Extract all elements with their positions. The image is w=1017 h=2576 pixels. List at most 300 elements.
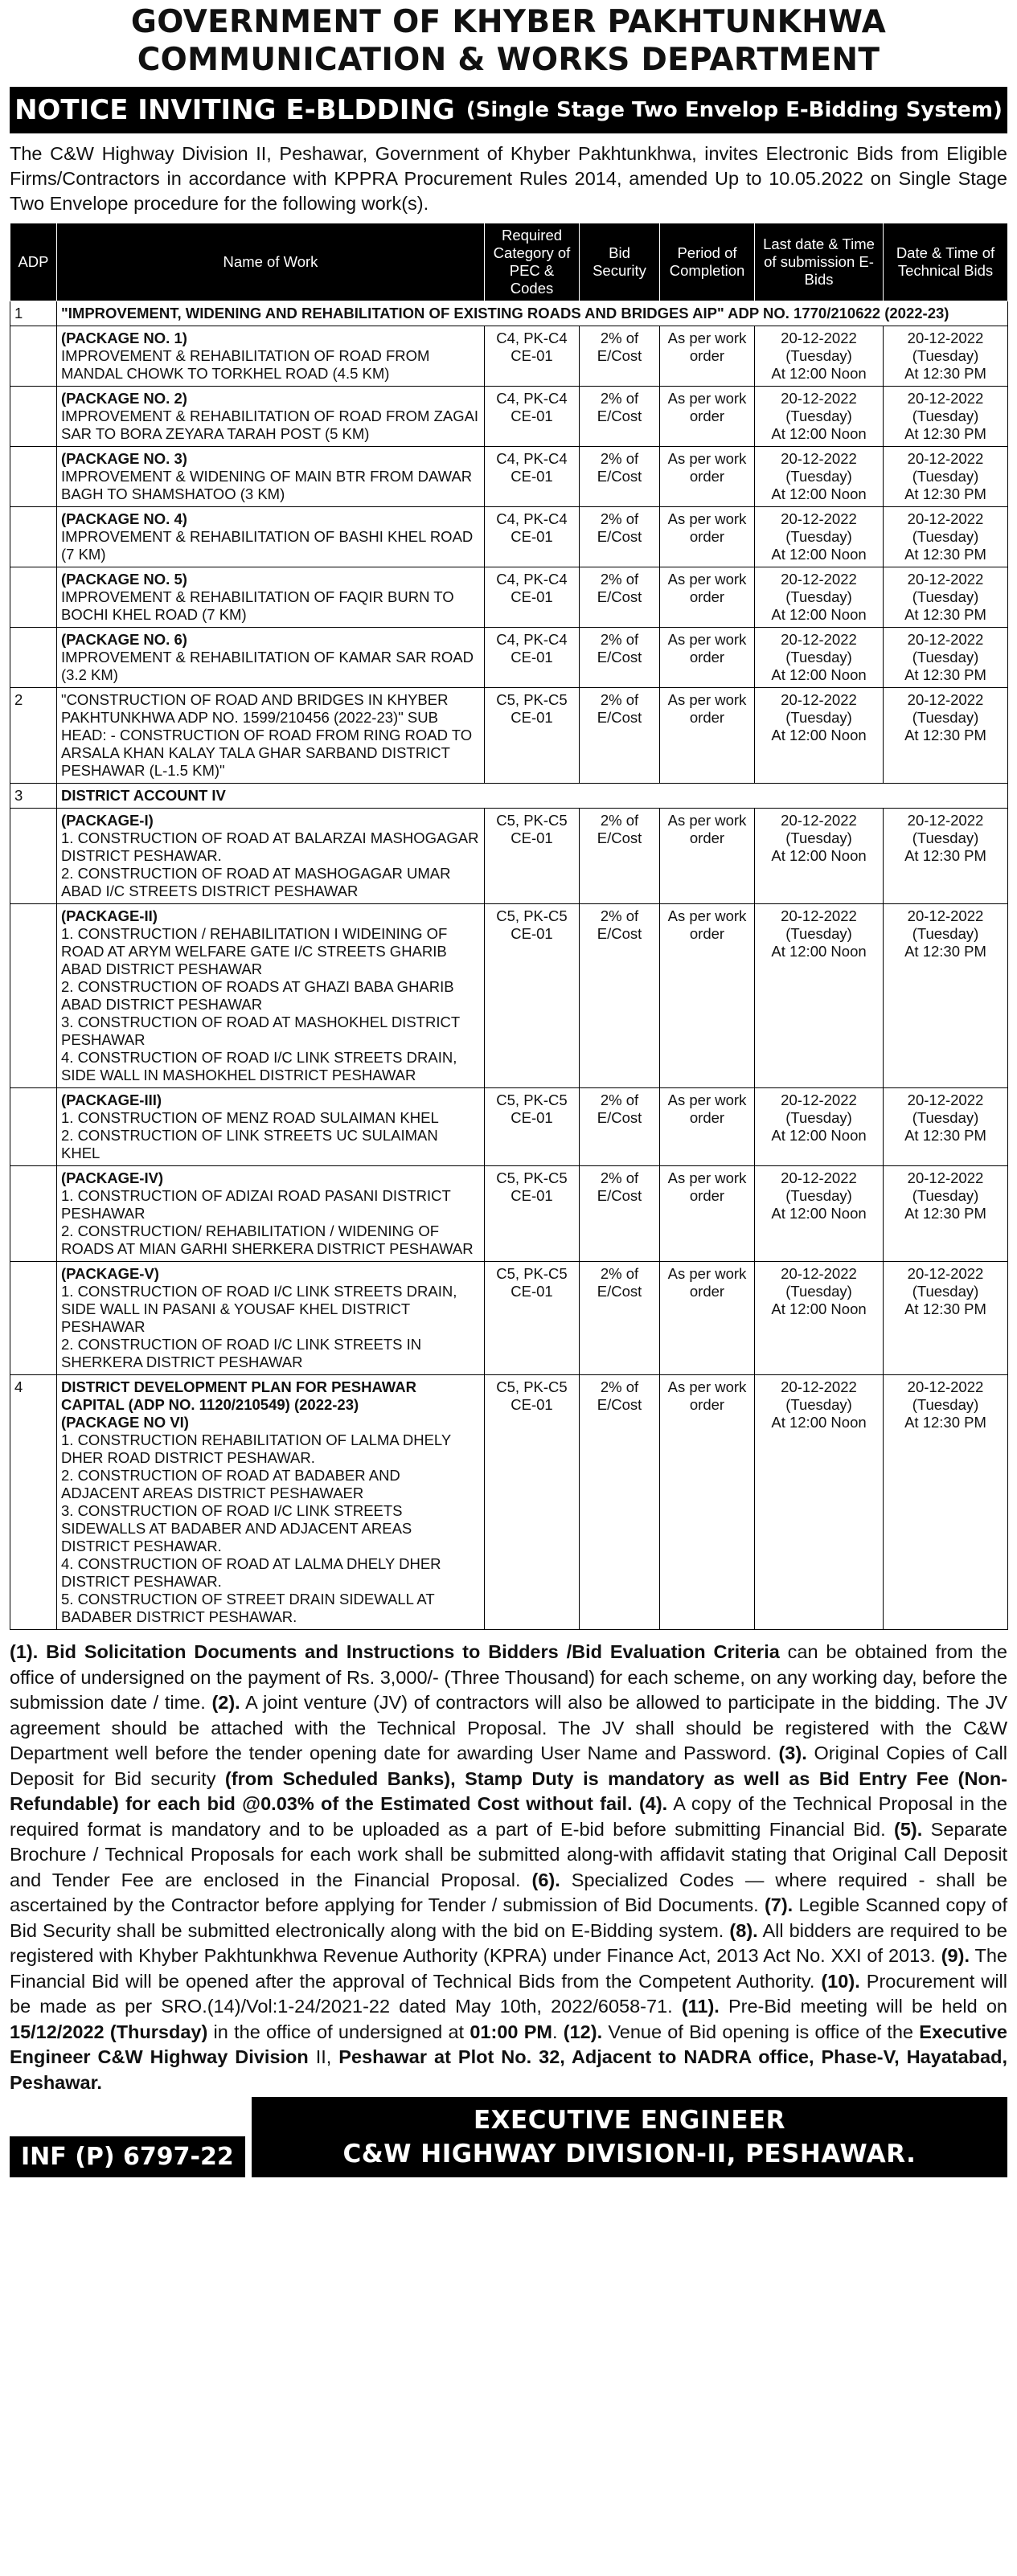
banner-sub: (Single Stage Two Envelop E-Bidding System) xyxy=(465,98,1003,122)
technical-bid-cell-line: At 12:30 PM xyxy=(904,485,986,502)
last-date-cell-line: At 12:00 Noon xyxy=(771,546,867,563)
technical-bid-cell-line: At 12:30 PM xyxy=(904,727,986,743)
header-bid-security: Bid Security xyxy=(580,223,660,301)
technical-bid-cell xyxy=(884,567,1008,628)
section-number: 1 xyxy=(10,301,57,326)
technical-bid-cell-line: At 12:30 PM xyxy=(904,1127,986,1144)
adp-cell xyxy=(10,326,57,387)
pec-cell-line: C5, PK-C5 xyxy=(496,1378,568,1395)
last-date-cell xyxy=(755,1262,884,1375)
technical-bid-cell xyxy=(884,387,1008,447)
pec-cell-line: CE-01 xyxy=(511,1396,553,1413)
term-12a: Venue of Bid opening is office of the xyxy=(602,2021,920,2042)
work-name-cell xyxy=(57,507,485,567)
pec-cell-line: CE-01 xyxy=(511,1283,553,1300)
work-name-cell-line: 2. CONSTRUCTION OF ROAD I/C LINK STREETS IN SHERKERA DISTRICT PESHAWAR xyxy=(61,1336,422,1370)
pec-cell-line: CE-01 xyxy=(511,1109,553,1126)
term-5-number: (5). xyxy=(894,1818,923,1840)
period-cell-line: order xyxy=(689,1187,725,1204)
term-3: Original Copies of Call Deposit for Bid security xyxy=(10,1743,1007,1789)
period-cell-line: order xyxy=(689,528,725,545)
pec-cell xyxy=(485,628,580,688)
signature-office: C&W HIGHWAY DIVISION-II, PESHAWAR. xyxy=(342,2140,917,2169)
term-5: Separate Brochure / Technical Proposals for each work shall be submitted along-with affidavit stating that Original Call Deposit and Tender Fee are enclosed in the Financial Proposal. xyxy=(10,1818,1008,1890)
last-date-cell-line: 20-12-2022 xyxy=(781,1378,857,1395)
work-name-cell-line: DISTRICT DEVELOPMENT PLAN FOR PESHAWAR CAPITAL (ADP NO. 1120/210549) (2022-23) xyxy=(61,1378,416,1413)
last-date-cell-line: At 12:00 Noon xyxy=(771,425,867,442)
pec-cell xyxy=(485,567,580,628)
technical-bid-cell-line: 20-12-2022 xyxy=(907,691,984,708)
work-name-cell-line: "CONSTRUCTION OF ROAD AND BRIDGES IN KHYBER PAKHTUNKHWA ADP NO. 1599/210456 (2022-23)" SUB HEAD: - CONSTRUCTION OF ROAD FROM RING ROAD TO ARSALA KHAN KALAY TALA GHAR SARBAND DISTRICT PESHAWAR (L-1.5 KM)" xyxy=(61,691,473,779)
last-date-cell-line: (Tuesday) xyxy=(785,347,852,364)
term-1: can be obtained from the office of undersigned on the payment of Rs. 3,000/- (Three Thousand) for each scheme, on any working day, before the submission date / time. xyxy=(10,1641,1008,1713)
technical-bid-cell-line: (Tuesday) xyxy=(912,1283,979,1300)
adp-cell xyxy=(10,904,57,1088)
section-row-1 xyxy=(10,301,1008,326)
bid-security-cell-line: E/Cost xyxy=(597,709,642,726)
table-body xyxy=(10,301,1008,1630)
header-pec-codes: Required Category of PEC & Codes xyxy=(485,223,580,301)
technical-bid-cell-line: At 12:30 PM xyxy=(904,1300,986,1317)
work-name-cell xyxy=(57,628,485,688)
period-cell xyxy=(660,1166,755,1262)
technical-bid-cell-line: (Tuesday) xyxy=(912,468,979,485)
technical-bid-cell-line: 20-12-2022 xyxy=(907,390,984,407)
term-11a: Pre-Bid meeting will be held on xyxy=(719,1996,1007,2017)
period-cell-line: As per work xyxy=(667,631,747,648)
period-cell xyxy=(660,567,755,628)
technical-bid-cell xyxy=(884,1262,1008,1375)
technical-bid-cell-line: At 12:30 PM xyxy=(904,666,986,683)
adp-cell xyxy=(10,1262,57,1375)
pec-cell-line: C4, PK-C4 xyxy=(496,390,568,407)
work-name-cell-line: (PACKAGE NO VI) xyxy=(61,1414,189,1431)
work-name-cell-line: 2. CONSTRUCTION OF ROAD AT BADABER AND ADJACENT AREAS DISTRICT PESHAWAER xyxy=(61,1467,400,1501)
term-11e: . xyxy=(552,2021,564,2042)
table-row xyxy=(10,1375,1008,1630)
technical-bid-cell xyxy=(884,1088,1008,1166)
work-name-cell xyxy=(57,326,485,387)
work-name-cell xyxy=(57,1262,485,1375)
pec-cell-line: C4, PK-C4 xyxy=(496,571,568,588)
bid-security-cell xyxy=(580,1166,660,1262)
period-cell-line: order xyxy=(689,649,725,666)
bid-security-cell xyxy=(580,387,660,447)
bid-security-cell-line: 2% of xyxy=(600,907,639,924)
work-name-cell xyxy=(57,387,485,447)
bid-security-cell-line: E/Cost xyxy=(597,1396,642,1413)
last-date-cell-line: (Tuesday) xyxy=(785,1396,852,1413)
adp-cell xyxy=(10,567,57,628)
work-name-cell xyxy=(57,1088,485,1166)
work-name-cell-line: IMPROVEMENT & REHABILITATION OF ROAD FROM ZAGAI SAR TO BORA ZEYARA TARAH POST (5 KM) xyxy=(61,407,479,442)
pec-cell xyxy=(485,809,580,904)
work-name-cell-line: 1. CONSTRUCTION REHABILITATION OF LALMA DHELY DHER ROAD DISTRICT PESHAWAR. xyxy=(61,1431,451,1466)
work-name-cell-line: (PACKAGE NO. 6) xyxy=(61,631,187,648)
bid-security-cell-line: 2% of xyxy=(600,510,639,527)
pec-cell-line: CE-01 xyxy=(511,407,553,424)
term-12-address: Peshawar at Plot No. 32, Adjacent to NADRA office, Phase-V, Hayatabad, Peshawar. xyxy=(10,2046,1007,2093)
period-cell-line: order xyxy=(689,829,725,846)
last-date-cell xyxy=(755,567,884,628)
pec-cell-line: CE-01 xyxy=(511,528,553,545)
work-name-cell-line: 2. CONSTRUCTION OF ROAD AT MASHOGAGAR UMAR ABAD I/C STREETS DISTRICT PESHAWAR xyxy=(61,865,451,899)
technical-bid-cell-line: (Tuesday) xyxy=(912,407,979,424)
work-name-cell-line: 1. CONSTRUCTION OF ROAD AT BALARZAI MASHOGAGAR DISTRICT PESHAWAR. xyxy=(61,829,479,864)
last-date-cell-line: (Tuesday) xyxy=(785,829,852,846)
bid-security-cell xyxy=(580,1088,660,1166)
pec-cell-line: C5, PK-C5 xyxy=(496,1091,568,1108)
pec-cell-line: C5, PK-C5 xyxy=(496,812,568,829)
period-cell-line: As per work xyxy=(667,571,747,588)
pec-cell-line: CE-01 xyxy=(511,347,553,364)
work-name-cell-line: 1. CONSTRUCTION OF MENZ ROAD SULAIMAN KHEL xyxy=(61,1109,439,1126)
last-date-cell-line: 20-12-2022 xyxy=(781,812,857,829)
technical-bid-cell-line: 20-12-2022 xyxy=(907,510,984,527)
work-name-cell-line: (PACKAGE NO. 1) xyxy=(61,330,187,346)
adp-cell xyxy=(10,507,57,567)
inf-number: INF (P) 6797-22 xyxy=(10,2136,245,2177)
last-date-cell xyxy=(755,809,884,904)
pec-cell-line: C4, PK-C4 xyxy=(496,450,568,467)
pec-cell xyxy=(485,326,580,387)
period-cell-line: order xyxy=(689,407,725,424)
period-cell-line: order xyxy=(689,1396,725,1413)
work-name-cell-line: 4. CONSTRUCTION OF ROAD I/C LINK STREETS DRAIN, SIDE WALL IN MASHOKHEL DISTRICT PESHAWAR xyxy=(61,1049,457,1083)
header xyxy=(10,3,1007,79)
period-cell xyxy=(660,904,755,1088)
term-12-office: Executive Engineer C&W Highway Division xyxy=(10,2021,1007,2067)
bid-security-cell xyxy=(580,1375,660,1630)
last-date-cell-line: (Tuesday) xyxy=(785,1283,852,1300)
last-date-cell-line: (Tuesday) xyxy=(785,649,852,666)
bid-security-cell-line: E/Cost xyxy=(597,1187,642,1204)
work-name-cell-line: IMPROVEMENT & WIDENING OF MAIN BTR FROM DAWAR BAGH TO SHAMSHATOO (3 KM) xyxy=(61,468,473,502)
pec-cell-line: CE-01 xyxy=(511,925,553,942)
technical-bid-cell-line: 20-12-2022 xyxy=(907,330,984,346)
work-name-cell xyxy=(57,809,485,904)
last-date-cell-line: (Tuesday) xyxy=(785,925,852,942)
period-cell-line: order xyxy=(689,709,725,726)
work-name-cell-line: (PACKAGE NO. 3) xyxy=(61,450,187,467)
work-name-cell-line: (PACKAGE NO. 2) xyxy=(61,390,187,407)
technical-bid-cell xyxy=(884,1166,1008,1262)
technical-bid-cell-line: (Tuesday) xyxy=(912,709,979,726)
last-date-cell-line: At 12:00 Noon xyxy=(771,847,867,864)
bid-security-cell xyxy=(580,628,660,688)
pec-cell-line: CE-01 xyxy=(511,709,553,726)
pec-cell-line: CE-01 xyxy=(511,829,553,846)
pre-bid-time: 01:00 PM xyxy=(470,2021,552,2042)
bid-security-cell-line: E/Cost xyxy=(597,468,642,485)
period-cell-line: As per work xyxy=(667,510,747,527)
work-name-cell-line: 2. CONSTRUCTION OF ROADS AT GHAZI BABA GHARIB ABAD DISTRICT PESHAWAR xyxy=(61,978,454,1013)
table-row xyxy=(10,809,1008,904)
technical-bid-cell-line: 20-12-2022 xyxy=(907,1378,984,1395)
technical-bid-cell-line: (Tuesday) xyxy=(912,347,979,364)
last-date-cell-line: (Tuesday) xyxy=(785,588,852,605)
last-date-cell-line: At 12:00 Noon xyxy=(771,1300,867,1317)
period-cell xyxy=(660,688,755,784)
last-date-cell-line: 20-12-2022 xyxy=(781,450,857,467)
last-date-cell-line: At 12:00 Noon xyxy=(771,1414,867,1431)
period-cell xyxy=(660,326,755,387)
period-cell-line: order xyxy=(689,347,725,364)
bid-security-cell-line: E/Cost xyxy=(597,1283,642,1300)
last-date-cell-line: At 12:00 Noon xyxy=(771,943,867,960)
header-last-date: Last date & Time of submission E-Bids xyxy=(755,223,884,301)
work-name-cell xyxy=(57,688,485,784)
work-name-cell xyxy=(57,1166,485,1262)
technical-bid-cell xyxy=(884,1375,1008,1630)
term-6: Specialized Codes — where required - shall be ascertained by the Contractor before applying for Tender / submission of Bid Documents. xyxy=(10,1869,1007,1915)
technical-bid-cell-line: (Tuesday) xyxy=(912,1187,979,1204)
technical-bid-cell xyxy=(884,447,1008,507)
work-name-cell xyxy=(57,904,485,1088)
period-cell-line: As per work xyxy=(667,1378,747,1395)
signature-block xyxy=(252,2097,1007,2177)
last-date-cell-line: At 12:00 Noon xyxy=(771,485,867,502)
notice-banner xyxy=(10,87,1007,133)
section-title: DISTRICT ACCOUNT IV xyxy=(57,784,1008,809)
bid-security-cell-line: E/Cost xyxy=(597,925,642,942)
bid-security-cell-line: E/Cost xyxy=(597,407,642,424)
technical-bid-cell-line: At 12:30 PM xyxy=(904,1205,986,1222)
term-4: A copy of the Technical Proposal in the required format is mandatory and to be uploaded as a part of E-bid before submitting Financial Bid. xyxy=(10,1793,1007,1840)
period-cell xyxy=(660,447,755,507)
header-period: Period of Completion xyxy=(660,223,755,301)
last-date-cell-line: (Tuesday) xyxy=(785,468,852,485)
term-2-number: (2). xyxy=(211,1692,240,1713)
work-name-cell-line: 1. CONSTRUCTION / REHABILITATION I WIDEINING OF ROAD AT ARYM WELFARE GATE I/C STREETS GHARIB ABAD DISTRICT PESHAWAR xyxy=(61,925,448,977)
term-11-number: (11). xyxy=(681,1996,720,2017)
adp-cell: 4 xyxy=(10,1375,57,1630)
bid-security-cell-line: 2% of xyxy=(600,1091,639,1108)
work-name-cell-line: IMPROVEMENT & REHABILITATION OF BASHI KHEL ROAD (7 KM) xyxy=(61,528,474,563)
bid-security-cell-line: E/Cost xyxy=(597,588,642,605)
period-cell-line: As per work xyxy=(667,812,747,829)
pec-cell xyxy=(485,1166,580,1262)
technical-bid-cell-line: 20-12-2022 xyxy=(907,631,984,648)
work-name-cell xyxy=(57,1375,485,1630)
work-name-cell-line: 3. CONSTRUCTION OF ROAD I/C LINK STREETS SIDEWALLS AT BADABER AND ADJACENT AREAS DISTRICT PESHAWAR. xyxy=(61,1502,412,1554)
bid-security-cell xyxy=(580,507,660,567)
last-date-cell-line: 20-12-2022 xyxy=(781,1265,857,1282)
technical-bid-cell-line: (Tuesday) xyxy=(912,649,979,666)
section-title: "IMPROVEMENT, WIDENING AND REHABILITATION OF EXISTING ROADS AND BRIDGES AIP" ADP NO. 1770/210622 (2022-23) xyxy=(57,301,1008,326)
period-cell-line: order xyxy=(689,588,725,605)
technical-bid-cell-line: (Tuesday) xyxy=(912,588,979,605)
last-date-cell-line: 20-12-2022 xyxy=(781,1091,857,1108)
term-7: Legible Scanned copy of Bid Security shall be submitted electronically along with the bid on E-Bidding system. xyxy=(10,1894,1007,1941)
bid-security-cell-line: E/Cost xyxy=(597,649,642,666)
technical-bid-cell xyxy=(884,688,1008,784)
technical-bid-cell-line: (Tuesday) xyxy=(912,1396,979,1413)
table-row xyxy=(10,1262,1008,1375)
period-cell-line: order xyxy=(689,925,725,942)
period-cell-line: As per work xyxy=(667,907,747,924)
last-date-cell-line: (Tuesday) xyxy=(785,709,852,726)
table-row xyxy=(10,904,1008,1088)
period-cell-line: order xyxy=(689,1109,725,1126)
last-date-cell-line: At 12:00 Noon xyxy=(771,666,867,683)
table-row xyxy=(10,628,1008,688)
header-line-2: COMMUNICATION & WORKS DEPARTMENT xyxy=(137,42,880,78)
term-6-number: (6). xyxy=(531,1869,560,1890)
pec-cell-line: C4, PK-C4 xyxy=(496,631,568,648)
pec-cell-line: CE-01 xyxy=(511,1187,553,1204)
bid-security-cell-line: 2% of xyxy=(600,812,639,829)
term-12c: II, xyxy=(308,2046,339,2067)
last-date-cell-line: 20-12-2022 xyxy=(781,907,857,924)
technical-bid-cell-line: At 12:30 PM xyxy=(904,425,986,442)
period-cell-line: As per work xyxy=(667,1265,747,1282)
bid-security-cell-line: 2% of xyxy=(600,631,639,648)
table-row xyxy=(10,447,1008,507)
work-name-cell-line: (PACKAGE-II) xyxy=(61,907,158,924)
pec-cell xyxy=(485,1375,580,1630)
technical-bid-cell-line: 20-12-2022 xyxy=(907,907,984,924)
last-date-cell-line: (Tuesday) xyxy=(785,407,852,424)
work-name-cell-line: (PACKAGE-IV) xyxy=(61,1169,164,1186)
period-cell-line: order xyxy=(689,468,725,485)
term-8-number: (8). xyxy=(729,1919,758,1941)
technical-bid-cell-line: (Tuesday) xyxy=(912,829,979,846)
pec-cell-line: C5, PK-C5 xyxy=(496,1265,568,1282)
pec-cell xyxy=(485,1088,580,1166)
period-cell-line: As per work xyxy=(667,390,747,407)
period-cell xyxy=(660,809,755,904)
technical-bid-cell-line: (Tuesday) xyxy=(912,925,979,942)
last-date-cell-line: 20-12-2022 xyxy=(781,1169,857,1186)
adp-cell xyxy=(10,1088,57,1166)
work-name-cell-line: 1. CONSTRUCTION OF ADIZAI ROAD PASANI DISTRICT PESHAWAR xyxy=(61,1187,451,1222)
adp-cell xyxy=(10,628,57,688)
term-7-number: (7). xyxy=(764,1894,794,1915)
term-9: The Financial Bid will be opened after the approval of Technical Bids from the Competent Authority. xyxy=(10,1945,1007,1992)
terms-paragraph xyxy=(10,1640,1007,2095)
work-name-cell-line: (PACKAGE-I) xyxy=(61,812,154,829)
term-4-number: (4). xyxy=(632,1793,668,1814)
period-cell-line: As per work xyxy=(667,450,747,467)
table-header-row xyxy=(10,223,1008,301)
section-row-3 xyxy=(10,784,1008,809)
footer xyxy=(10,2097,1007,2177)
work-name-cell-line: (PACKAGE NO. 4) xyxy=(61,510,187,527)
pec-cell xyxy=(485,688,580,784)
last-date-cell-line: At 12:00 Noon xyxy=(771,1127,867,1144)
section-number: 3 xyxy=(10,784,57,809)
last-date-cell xyxy=(755,1088,884,1166)
term-10: Procurement will be made as per SRO.(14)/Vol:1-24/2021-22 dated May 10th, 2022/6058-71. xyxy=(10,1970,1007,2017)
pre-bid-date: 15/12/2022 (Thursday) xyxy=(10,2021,208,2042)
term-12-number: (12). xyxy=(563,2021,603,2042)
bid-security-cell-line: E/Cost xyxy=(597,829,642,846)
adp-cell xyxy=(10,387,57,447)
last-date-cell-line: 20-12-2022 xyxy=(781,390,857,407)
work-name-cell-line: 2. CONSTRUCTION OF LINK STREETS UC SULAIMAN KHEL xyxy=(61,1127,438,1161)
bid-security-cell xyxy=(580,1262,660,1375)
technical-bid-cell-line: 20-12-2022 xyxy=(907,1265,984,1282)
bid-security-cell-line: 2% of xyxy=(600,450,639,467)
last-date-cell-line: 20-12-2022 xyxy=(781,691,857,708)
term-11c: in the office of undersigned at xyxy=(207,2021,470,2042)
technical-bid-cell-line: At 12:30 PM xyxy=(904,847,986,864)
adp-cell xyxy=(10,809,57,904)
header-technical-bids: Date & Time of Technical Bids xyxy=(884,223,1008,301)
last-date-cell-line: At 12:00 Noon xyxy=(771,606,867,623)
bid-security-cell-line: 2% of xyxy=(600,330,639,346)
bid-security-cell xyxy=(580,809,660,904)
work-name-cell-line: 3. CONSTRUCTION OF ROAD AT MASHOKHEL DISTRICT PESHAWAR xyxy=(61,1014,460,1048)
technical-bid-cell-line: (Tuesday) xyxy=(912,1109,979,1126)
intro-paragraph: The C&W Highway Division II, Peshawar, Government of Khyber Pakhtunkhwa, invites Electronic Bids from Eligible Firms/Contractors in accordance with KPPRA Procurement Rules 2014, amended Up to 10.05.2022 on Single Stage Two Envelope procedure for the following work(s). xyxy=(10,143,1007,214)
bid-security-cell xyxy=(580,326,660,387)
last-date-cell xyxy=(755,688,884,784)
work-name-cell-line: IMPROVEMENT & REHABILITATION OF FAQIR BURN TO BOCHI KHEL ROAD (7 KM) xyxy=(61,588,454,623)
last-date-cell xyxy=(755,1375,884,1630)
last-date-cell-line: (Tuesday) xyxy=(785,528,852,545)
period-cell-line: As per work xyxy=(667,1091,747,1108)
bid-security-cell-line: 2% of xyxy=(600,691,639,708)
last-date-cell xyxy=(755,628,884,688)
last-date-cell-line: 20-12-2022 xyxy=(781,631,857,648)
work-name-cell-line: (PACKAGE NO. 5) xyxy=(61,571,187,588)
work-name-cell-line: IMPROVEMENT & REHABILITATION OF ROAD FROM MANDAL CHOWK TO TORKHEL ROAD (4.5 KM) xyxy=(61,347,430,382)
technical-bid-cell-line: (Tuesday) xyxy=(912,528,979,545)
work-name-cell-line: IMPROVEMENT & REHABILITATION OF KAMAR SAR ROAD (3.2 KM) xyxy=(61,649,474,683)
technical-bid-cell xyxy=(884,628,1008,688)
term-3-number: (3). xyxy=(778,1743,807,1763)
technical-bid-cell xyxy=(884,809,1008,904)
technical-bid-cell-line: At 12:30 PM xyxy=(904,546,986,563)
technical-bid-cell-line: 20-12-2022 xyxy=(907,571,984,588)
technical-bid-cell-line: 20-12-2022 xyxy=(907,1091,984,1108)
pec-cell xyxy=(485,447,580,507)
adp-cell xyxy=(10,447,57,507)
term-3-bold: (from Scheduled Banks), Stamp Duty is mandatory as well as Bid Entry Fee (Non-Refundable) for each bid @0.03% of the Estimated Cost without fail. xyxy=(10,1767,1008,1814)
header-adp: ADP xyxy=(10,223,57,301)
pec-cell-line: C5, PK-C5 xyxy=(496,691,568,708)
last-date-cell-line: At 12:00 Noon xyxy=(771,1205,867,1222)
bid-security-cell-line: 2% of xyxy=(600,1169,639,1186)
notice-page xyxy=(10,3,1007,2177)
last-date-cell xyxy=(755,1166,884,1262)
pec-cell-line: C4, PK-C4 xyxy=(496,330,568,346)
period-cell xyxy=(660,628,755,688)
technical-bid-cell-line: At 12:30 PM xyxy=(904,606,986,623)
pec-cell-line: C5, PK-C5 xyxy=(496,1169,568,1186)
pec-cell xyxy=(485,904,580,1088)
bid-security-cell-line: E/Cost xyxy=(597,1109,642,1126)
table-row xyxy=(10,387,1008,447)
table-row xyxy=(10,507,1008,567)
last-date-cell xyxy=(755,507,884,567)
technical-bid-cell-line: At 12:30 PM xyxy=(904,365,986,382)
bid-security-cell xyxy=(580,688,660,784)
work-name-cell xyxy=(57,447,485,507)
last-date-cell xyxy=(755,326,884,387)
table-row xyxy=(10,1166,1008,1262)
work-name-cell-line: 5. CONSTRUCTION OF STREET DRAIN SIDEWALL AT BADABER DISTRICT PESHAWAR. xyxy=(61,1591,435,1625)
work-name-cell-line: 4. CONSTRUCTION OF ROAD AT LALMA DHELY DHER DISTRICT PESHAWAR. xyxy=(61,1555,441,1590)
period-cell-line: As per work xyxy=(667,330,747,346)
bid-security-cell-line: E/Cost xyxy=(597,347,642,364)
technical-bid-cell xyxy=(884,904,1008,1088)
period-cell xyxy=(660,1375,755,1630)
work-name-cell-line: (PACKAGE-III) xyxy=(61,1091,162,1108)
last-date-cell-line: (Tuesday) xyxy=(785,1109,852,1126)
